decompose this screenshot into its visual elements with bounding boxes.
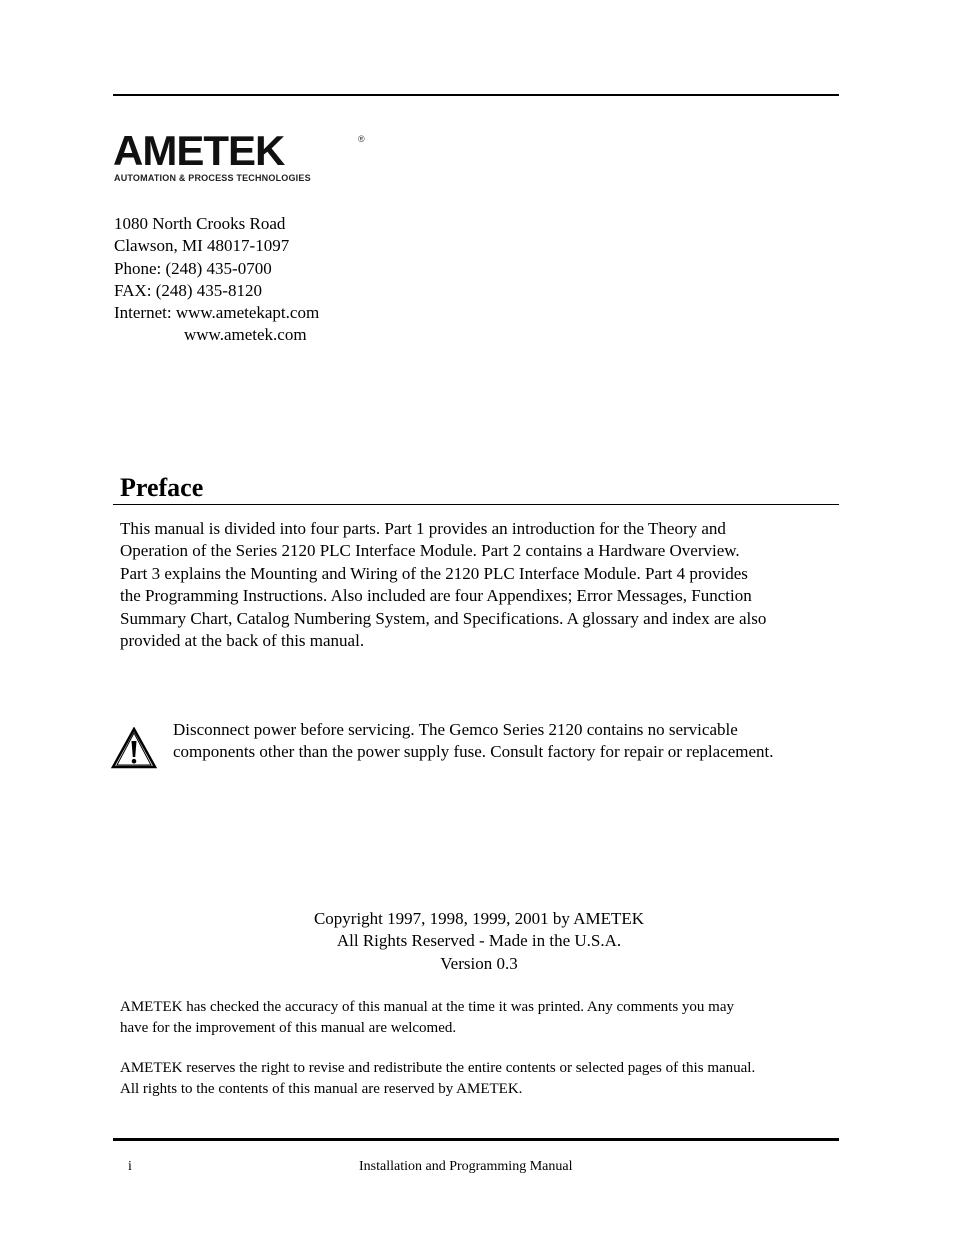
rights-notice: [120, 1058, 850, 1100]
preface-line: Operation of the Series 2120 PLC Interface Module. Part 2 contains a Hardware Overview.: [120, 541, 740, 561]
address-city: Clawson, MI 48017-1097: [114, 236, 290, 256]
top-rule: [113, 94, 839, 96]
logo-wordmark: AMETEK: [113, 127, 285, 174]
warning-line: Disconnect power before servicing. The Gemco Series 2120 contains no servicable: [173, 720, 738, 739]
accuracy-notice: [120, 997, 850, 1039]
company-address: [114, 213, 319, 347]
address-street: 1080 North Crooks Road: [114, 214, 286, 233]
warning-line: components other than the power supply fuse. Consult factory for repair or replacement.: [173, 742, 774, 762]
preface-line: This manual is divided into four parts. Part 1 provides an introduction for the Theory and: [120, 519, 726, 538]
notice-line: AMETEK reserves the right to revise and redistribute the entire contents or selected pages of this manual.: [120, 1060, 756, 1076]
address-phone: Phone: (248) 435-0700: [114, 258, 272, 278]
version-line: Version 0.3: [440, 953, 518, 973]
copyright-line: Copyright 1997, 1998, 1999, 2001 by AMETEK: [313, 909, 645, 928]
preface-heading: Preface: [120, 473, 204, 502]
address-internet-2: www.ametek.com: [184, 325, 307, 345]
notice-line: have for the improvement of this manual are welcomed.: [120, 1020, 457, 1036]
notice-line: AMETEK has checked the accuracy of this manual at the time it was printed. Any comments you may: [120, 999, 734, 1015]
footer-title: Installation and Programming Manual: [359, 1159, 573, 1174]
footer-page-number: i: [128, 1159, 132, 1174]
preface-line: the Programming Instructions. Also included are four Appendixes; Error Messages, Function: [120, 586, 752, 606]
warning-triangle-icon: [111, 727, 157, 769]
address-fax: FAX: (248) 435-8120: [114, 280, 262, 300]
warning-message: [173, 719, 773, 764]
bottom-rule: [113, 1138, 839, 1141]
preface-line: provided at the back of this manual.: [120, 631, 365, 651]
logo-tagline: AUTOMATION & PROCESS TECHNOLOGIES: [114, 173, 311, 183]
preface-body: [120, 518, 842, 652]
preface-rule: [113, 504, 839, 505]
notice-line: All rights to the contents of this manual are reserved by AMETEK.: [120, 1081, 523, 1097]
copyright-block: [120, 908, 838, 975]
company-logo: [113, 127, 373, 190]
preface-line: Part 3 explains the Mounting and Wiring of the 2120 PLC Interface Module. Part 4 provides: [120, 563, 748, 583]
rights-line: All Rights Reserved - Made in the U.S.A.: [336, 931, 622, 951]
registered-mark: ®: [358, 134, 365, 144]
preface-line: Summary Chart, Catalog Numbering System, and Specifications. A glossary and index are also: [120, 608, 767, 628]
address-internet: Internet: www.ametekapt.com: [114, 303, 320, 323]
